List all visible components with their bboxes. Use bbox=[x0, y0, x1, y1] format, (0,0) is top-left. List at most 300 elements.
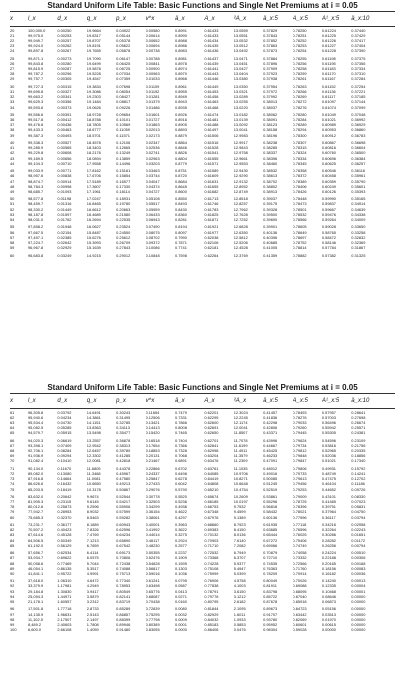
table-cell: 0.23109 bbox=[351, 438, 366, 444]
table-cell: 0.61631 bbox=[204, 178, 219, 184]
table-cell: 0.37099 bbox=[351, 104, 366, 110]
table-cell: 0.61195 bbox=[321, 61, 336, 67]
table-cell: 0.78396 bbox=[292, 504, 307, 510]
table-cell: 0.02642 bbox=[57, 239, 72, 245]
table-cell: 6,600.0 bbox=[28, 626, 41, 632]
table-cell: 0.1909 bbox=[174, 555, 187, 561]
table-cell: 99,663.2 bbox=[28, 94, 44, 100]
table-cell: 75,685.3 bbox=[28, 514, 44, 520]
age-cell: 78 bbox=[10, 504, 15, 510]
table-cell: 0.09654 bbox=[116, 112, 131, 118]
table-cell: 0.8949 bbox=[174, 94, 187, 100]
column-header: v^x bbox=[145, 398, 155, 404]
table-cell: 0.65674 bbox=[204, 494, 219, 500]
table-cell: 13.8363 bbox=[86, 425, 101, 431]
column-header: A_x bbox=[204, 398, 215, 404]
table-cell: 0.02243 bbox=[351, 527, 366, 533]
table-cell: 0.37185 bbox=[351, 94, 366, 100]
table-cell: 0.78953 bbox=[116, 583, 131, 589]
table-cell: 19.8317 bbox=[86, 33, 101, 39]
table-cell: 17.1961 bbox=[86, 188, 101, 194]
table-cell: 0.01486 bbox=[145, 104, 160, 110]
table-cell: 13.0451 bbox=[233, 61, 248, 67]
table-cell: 99,695.8 bbox=[28, 89, 44, 95]
table-cell: 0.30778 bbox=[145, 494, 160, 500]
table-cell: 0.60867 bbox=[321, 140, 336, 146]
table-cell: 0.85722 bbox=[263, 593, 278, 599]
table-cell: 0.78253 bbox=[292, 43, 307, 49]
table-cell: 0.8684 bbox=[174, 178, 187, 184]
table-cell: 9.7532 bbox=[233, 504, 246, 510]
table-cell: 0.07698 bbox=[116, 84, 131, 90]
table-cell: 0.61528 bbox=[204, 145, 219, 151]
column-header: d_x bbox=[57, 398, 68, 404]
table-cell: 99,629.3 bbox=[28, 99, 44, 105]
table-cell: 0.83719 bbox=[116, 598, 131, 604]
table-cell: 12.7252 bbox=[233, 216, 248, 222]
table-cell: 0.00273 bbox=[57, 56, 72, 62]
table-cell: 99,517.8 bbox=[28, 117, 44, 123]
table-cell: 12.4528 bbox=[233, 244, 248, 250]
table-cell: 0.00510 bbox=[351, 550, 366, 556]
table-cell: 0.62201 bbox=[204, 410, 219, 415]
table-cell: 0.2924 bbox=[174, 537, 187, 543]
table-cell: 0.61152 bbox=[321, 84, 336, 90]
table-cell: 0.00341 bbox=[57, 94, 72, 100]
table-cell: 12.9290 bbox=[233, 173, 248, 179]
table-cell: 0.93780 bbox=[263, 616, 278, 622]
table-cell: 0.37440 bbox=[351, 28, 366, 33]
table-cell: 0.41005 bbox=[263, 244, 278, 250]
table-cell: 0.05959 bbox=[145, 206, 160, 212]
table-cell: 11.4911 bbox=[233, 448, 248, 454]
table-cell: 0.65776 bbox=[145, 588, 160, 594]
table-cell: 12.0041 bbox=[233, 425, 248, 431]
table-cell: 0.95722 bbox=[57, 570, 72, 576]
table-cell: 8.7923 bbox=[233, 522, 246, 528]
table-cell: 13.5498 bbox=[86, 430, 101, 436]
table-cell: 12.5812 bbox=[233, 234, 248, 240]
table-cell: 0.60458 bbox=[321, 173, 336, 179]
table-cell: 92,706.1 bbox=[28, 448, 44, 454]
column-header: A¹_x:5 bbox=[321, 398, 340, 404]
column-header: ä_x:10 bbox=[351, 16, 370, 22]
table-cell: 9.2596 bbox=[86, 504, 99, 510]
age-cell: 41 bbox=[10, 145, 15, 151]
table-cell: 0.61497 bbox=[204, 127, 219, 133]
table-cell: 98,874.7 bbox=[28, 178, 44, 184]
table-cell: 0.86135 bbox=[57, 565, 72, 571]
table-cell: 0.8905 bbox=[174, 122, 187, 128]
table-cell: 0.38913 bbox=[263, 188, 278, 194]
table-cell: 0.37417 bbox=[351, 38, 366, 44]
table-cell: 0.50085 bbox=[263, 476, 278, 482]
table-cell: 0.28641 bbox=[351, 410, 366, 415]
table-cell: 0.8983 bbox=[174, 48, 187, 54]
table-cell: 13.0532 bbox=[233, 38, 248, 44]
table-cell: 99,949.7 bbox=[28, 38, 44, 44]
table-cell: 0.49213 bbox=[116, 481, 131, 487]
table-cell: 0.57599 bbox=[116, 509, 131, 515]
table-cell: 0.78752 bbox=[292, 239, 307, 245]
table-cell: 0.62841 bbox=[204, 443, 219, 449]
table-cell: 0.00463 bbox=[57, 127, 72, 133]
table-cell: 0.79806 bbox=[292, 466, 307, 472]
table-cell: 67,614.6 bbox=[28, 532, 44, 538]
column-header: q_x bbox=[86, 16, 97, 22]
table-cell: 94,579.7 bbox=[28, 430, 44, 436]
table-cell: 0.61170 bbox=[321, 71, 336, 77]
table-cell: 0.78334 bbox=[292, 155, 307, 161]
age-cell: 28 bbox=[10, 71, 15, 77]
table-cell: 0.09372 bbox=[145, 239, 160, 245]
table-cell: 0.0587 bbox=[174, 583, 187, 589]
table-cell: 0.00580 bbox=[145, 28, 160, 33]
table-cell: 11,102.5 bbox=[28, 616, 43, 622]
table-cell: 12.2245 bbox=[233, 415, 248, 421]
table-cell: 99,433.3 bbox=[28, 127, 44, 133]
table-cell: 0.8935 bbox=[174, 104, 187, 110]
table-cell: 0.41992 bbox=[145, 527, 160, 533]
table-cell: 18.4578 bbox=[86, 140, 101, 146]
table-cell: 0.00788 bbox=[145, 56, 160, 62]
table-cell: 0.08646 bbox=[321, 593, 336, 599]
table-cell: 0.08330 bbox=[351, 494, 366, 500]
table-cell: 0.01192 bbox=[145, 89, 160, 95]
table-cell: 5.0399 bbox=[233, 570, 246, 576]
table-cell: 14.6491 bbox=[86, 410, 101, 415]
age-cell: 84 bbox=[10, 537, 15, 543]
table-cell: 12.0081 bbox=[86, 458, 101, 464]
table-cell: 0.02385 bbox=[57, 234, 72, 240]
table-cell: 0.8779 bbox=[174, 160, 187, 166]
table-cell: 0.11571 bbox=[116, 132, 130, 138]
table-cell: 0.78493 bbox=[292, 410, 307, 415]
table-cell: 0.61783 bbox=[204, 206, 219, 212]
table-cell: 0.98304 bbox=[263, 626, 278, 632]
table-cell: 91,082.4 bbox=[28, 458, 44, 464]
table-cell: 12.8518 bbox=[233, 196, 248, 202]
table-cell: 0.70132 bbox=[204, 532, 219, 538]
table-cell: 8.0136 bbox=[233, 532, 246, 538]
table-cell: 0.01948 bbox=[57, 224, 72, 230]
table-cell: 0.8550 bbox=[174, 196, 187, 202]
table-cell: 0.00794 bbox=[351, 542, 366, 548]
table-cell: 0.14241 bbox=[351, 471, 366, 477]
table-cell: 0.46117 bbox=[145, 537, 160, 543]
table-cell: 0.78258 bbox=[292, 66, 307, 72]
table-cell: 0.65918 bbox=[292, 598, 307, 604]
age-cell: 22 bbox=[10, 38, 15, 44]
table-cell: 0.74088 bbox=[116, 565, 131, 571]
table-cell: 0.02173 bbox=[145, 132, 160, 138]
table-cell: 0.78261 bbox=[292, 76, 307, 82]
table-cell: 0.62600 bbox=[204, 420, 219, 426]
table-cell: 0.59282 bbox=[116, 514, 131, 520]
table-cell: 0.8978 bbox=[174, 61, 187, 67]
table-cell: 0.70026 bbox=[292, 578, 307, 584]
table-cell: 1.06310 bbox=[57, 578, 72, 584]
age-cell: 39 bbox=[10, 132, 15, 138]
table-cell: 0.57003 bbox=[321, 415, 336, 421]
table-cell: 10.8271 bbox=[233, 476, 248, 482]
table-cell: 0.95952 bbox=[263, 621, 278, 627]
age-cell: 56 bbox=[10, 229, 15, 235]
table-cell: 0.01093 bbox=[57, 188, 72, 194]
table-cell: 4.5758 bbox=[233, 578, 246, 584]
table-cell: 11.3579 bbox=[233, 453, 248, 459]
table-cell: 9.6145 bbox=[86, 499, 99, 505]
table-cell: 7.8326 bbox=[86, 527, 99, 533]
table-cell: 0.36154 bbox=[145, 509, 160, 515]
table-cell: 13.0255 bbox=[233, 99, 248, 105]
table-cell: 0.34009 bbox=[351, 216, 366, 222]
table-cell: 0.07490 bbox=[145, 224, 160, 230]
table-cell: 0.50355 bbox=[145, 550, 160, 556]
table-cell: 0.61449 bbox=[204, 84, 219, 90]
table-cell: 0.8990 bbox=[174, 33, 187, 39]
table-cell: 0.61516 bbox=[204, 140, 219, 146]
table-cell: 0.01970 bbox=[321, 616, 336, 622]
age-cell: 26 bbox=[10, 61, 15, 67]
table-cell: 0.65444 bbox=[263, 532, 278, 538]
table-cell: 0.38061 bbox=[145, 514, 160, 520]
table-cell: 0.61433 bbox=[204, 33, 219, 39]
table-cell: 11.8507 bbox=[233, 430, 248, 436]
column-header: ä_x bbox=[174, 16, 185, 22]
table-cell: 12.9132 bbox=[233, 178, 248, 184]
table-cell: 0.67976 bbox=[204, 514, 219, 520]
table-cell: 0.36257 bbox=[351, 160, 366, 166]
table-cell: 0.01109 bbox=[145, 84, 160, 90]
age-cell: 93 bbox=[10, 588, 15, 594]
age-cell: 66 bbox=[10, 438, 15, 444]
age-cell: 59 bbox=[10, 244, 15, 250]
table-cell: 18.7805 bbox=[86, 122, 101, 128]
table-cell: 0.20663 bbox=[116, 206, 131, 212]
table-cell: 0.62534 bbox=[57, 550, 72, 556]
table-cell: 0.00373 bbox=[57, 104, 72, 110]
table-cell: 0.8097 bbox=[174, 229, 187, 235]
age-cell: 45 bbox=[10, 168, 15, 174]
column-header: l_x bbox=[28, 398, 36, 404]
table-cell: 0.78406 bbox=[292, 183, 307, 189]
table-cell: 1.60557 bbox=[57, 598, 72, 604]
table-cell: 0.68087 bbox=[145, 593, 160, 599]
table-cell: 10.2609 bbox=[233, 494, 248, 500]
table-cell: 5.4947 bbox=[233, 565, 246, 571]
table-cell: 0.01651 bbox=[351, 532, 366, 538]
table-cell: 0.78263 bbox=[292, 84, 307, 90]
table-cell: 9.1389 bbox=[233, 514, 246, 520]
table-cell: 13.0427 bbox=[233, 66, 248, 72]
table-cell: 0.63476 bbox=[204, 458, 219, 464]
table-cell: 0.58432 bbox=[263, 509, 278, 515]
age-cell: 42 bbox=[10, 150, 15, 156]
table-cell: 0.61435 bbox=[204, 43, 219, 49]
table-cell: 0.61555 bbox=[204, 155, 219, 161]
age-cell: 64 bbox=[10, 425, 15, 431]
table-cell: 0.66185 bbox=[204, 499, 219, 505]
table-cell: 100,000.0 bbox=[28, 28, 46, 33]
table-cell: 0.00656 bbox=[57, 155, 72, 161]
age-cell: 68 bbox=[10, 448, 15, 454]
table-cell: 0.00083 bbox=[351, 565, 366, 571]
table-cell: 0.61481 bbox=[204, 117, 219, 123]
table-cell: 0.78814 bbox=[292, 244, 307, 250]
table-cell: 0.61117 bbox=[321, 94, 336, 100]
age-cell: 36 bbox=[10, 117, 15, 123]
table-cell: 0.62701 bbox=[204, 438, 219, 444]
table-cell: 0.42298 bbox=[263, 420, 278, 426]
table-cell: 0.73332 bbox=[292, 555, 307, 561]
table-cell: 11.6199 bbox=[233, 443, 248, 449]
table-cell: 0.00356 bbox=[57, 99, 72, 105]
table-cell: 12.7962 bbox=[233, 206, 248, 212]
age-cell: 85 bbox=[10, 542, 15, 548]
table-cell: 11.6805 bbox=[86, 466, 101, 472]
table-cell: 0.8360 bbox=[174, 211, 187, 217]
table-cell: 0.03249 bbox=[57, 252, 72, 258]
table-cell: 16.2694 bbox=[86, 216, 101, 222]
table-cell: 0.67040 bbox=[292, 593, 307, 599]
table-cell: 0.44378 bbox=[116, 466, 131, 472]
table-cell: 0.4622 bbox=[174, 509, 187, 515]
table-cell: 0.61437 bbox=[204, 56, 219, 62]
table-cell: 0.59028 bbox=[321, 224, 336, 230]
table-cell: 17.5189 bbox=[86, 178, 101, 184]
table-cell: 0.34299 bbox=[145, 504, 160, 510]
table-cell: 0.59667 bbox=[321, 206, 336, 212]
age-cell: 40 bbox=[10, 140, 15, 146]
table-cell: 0.00262 bbox=[57, 43, 72, 49]
table-cell: 0.84032 bbox=[204, 616, 219, 622]
table-cell: 0.39328 bbox=[263, 206, 278, 212]
table-cell: 0.27843 bbox=[116, 244, 131, 250]
table-cell: 0.63761 bbox=[204, 466, 219, 472]
table-cell: 0.78315 bbox=[292, 145, 307, 151]
age-cell: 77 bbox=[10, 499, 15, 505]
table-cell: 0.8955 bbox=[174, 89, 187, 95]
table-cell: 19.3834 bbox=[86, 84, 101, 90]
table-cell: 0.61446 bbox=[204, 76, 219, 82]
table-cell: 2.17507 bbox=[57, 616, 72, 622]
table-cell: 0.89946 bbox=[116, 621, 131, 627]
table-cell: 0.74535 bbox=[263, 560, 278, 566]
table-cell: 0.43996 bbox=[263, 438, 278, 444]
table-cell: 1.4059 bbox=[86, 626, 99, 632]
table-cell: 0.61439 bbox=[204, 61, 219, 67]
table-cell: 50,058.6 bbox=[28, 560, 44, 566]
table-cell: 0.28282 bbox=[321, 537, 336, 543]
table-cell: 10.0197 bbox=[233, 499, 248, 505]
table-cell: 0.36929 bbox=[351, 122, 366, 128]
table-cell: 3.1212 bbox=[233, 593, 246, 599]
table-cell: 0.10569 bbox=[116, 122, 131, 128]
table-cell: 0.78254 bbox=[292, 48, 307, 54]
table-cell: 0.78324 bbox=[292, 150, 307, 156]
table-cell: 0.61713 bbox=[204, 196, 219, 202]
table-cell: 97,457.1 bbox=[28, 234, 44, 240]
table-cell: 16.0627 bbox=[86, 224, 101, 230]
table-cell: 0.61453 bbox=[204, 89, 219, 95]
table-cell: 0.36860 bbox=[351, 127, 366, 133]
table-cell: 0.70806 bbox=[116, 555, 131, 561]
table-cell: 0.48749 bbox=[321, 471, 336, 477]
age-cell: 51 bbox=[10, 201, 15, 207]
table-cell: 12.3769 bbox=[233, 252, 248, 258]
table-cell: 0.35165 bbox=[351, 196, 366, 202]
table-cell: 0.61049 bbox=[321, 112, 336, 118]
table-cell: 0.7871 bbox=[174, 239, 187, 245]
table-cell: 0.7068 bbox=[174, 453, 187, 459]
table-cell: 0.38037 bbox=[263, 104, 278, 110]
table-row bbox=[10, 627, 395, 632]
table-cell: 0.79456 bbox=[292, 481, 307, 487]
table-cell: 1.96631 bbox=[57, 611, 72, 617]
table-cell: 0.59990 bbox=[321, 196, 336, 202]
table-title: Standard Uniform Life Table: Basic Functions and Single Net Premiums at i = 0.05 bbox=[47, 383, 358, 392]
table-cell: 0.8991 bbox=[174, 28, 187, 33]
table-cell: 0.05878 bbox=[116, 48, 131, 54]
table-cell: 17.9558 bbox=[86, 160, 101, 166]
table-cell: 1.0933 bbox=[233, 616, 246, 622]
table-cell: 10.6650 bbox=[86, 481, 101, 487]
table-cell: 0.54596 bbox=[321, 438, 336, 444]
table-cell: 0.39500 bbox=[263, 211, 278, 217]
table-cell: 0.25612 bbox=[116, 234, 131, 240]
table-cell: 85,203.5 bbox=[28, 486, 44, 492]
age-cell: 35 bbox=[10, 112, 15, 118]
table-cell: 0.06147 bbox=[116, 56, 131, 62]
table-cell: 0.86857 bbox=[116, 611, 131, 617]
table-cell: 0.41836 bbox=[263, 415, 278, 421]
table-cell: 0.37852 bbox=[263, 38, 278, 44]
column-header: p_x bbox=[116, 16, 126, 22]
table-cell: 0.00306 bbox=[351, 555, 366, 561]
column-header-row bbox=[10, 12, 395, 26]
table-cell: 0.91707 bbox=[263, 611, 278, 617]
table-cell: 6.0575 bbox=[86, 555, 99, 561]
table-cell: 0.38396 bbox=[263, 155, 278, 161]
table-cell: 13.0321 bbox=[233, 89, 248, 95]
table-cell: 21,178.1 bbox=[28, 598, 44, 604]
table-cell: 0.61488 bbox=[204, 122, 219, 128]
table-cell: 0.16432 bbox=[57, 481, 72, 487]
table-cell: 0.11670 bbox=[57, 466, 72, 472]
table-cell: 99,476.8 bbox=[28, 122, 44, 128]
column-header: A_x:5 bbox=[292, 398, 308, 404]
column-header: q_x bbox=[86, 398, 97, 404]
table-cell: 0.32264 bbox=[321, 527, 336, 533]
table-cell: 0.78448 bbox=[292, 196, 307, 202]
table-cell: 0.06873 bbox=[321, 598, 336, 604]
table-cell: 0.0032 bbox=[174, 611, 187, 617]
table-cell: 0.78649 bbox=[292, 229, 307, 235]
table-cell: 0.26256 bbox=[321, 542, 336, 548]
table-cell: 0.62106 bbox=[204, 239, 219, 245]
table-cell: 13.0041 bbox=[233, 127, 248, 133]
age-cell: 96 bbox=[10, 606, 15, 612]
table-body bbox=[10, 27, 395, 258]
table-row bbox=[10, 430, 395, 435]
table-cell: 0.61167 bbox=[321, 76, 336, 82]
table-cell: 0.61198 bbox=[321, 56, 336, 62]
table-cell: 0.06425 bbox=[116, 61, 131, 67]
table-cell: 98,577.8 bbox=[28, 196, 44, 202]
table-cell: 8,489.2 bbox=[28, 621, 41, 627]
table-cell: 0.09294 bbox=[57, 453, 72, 459]
